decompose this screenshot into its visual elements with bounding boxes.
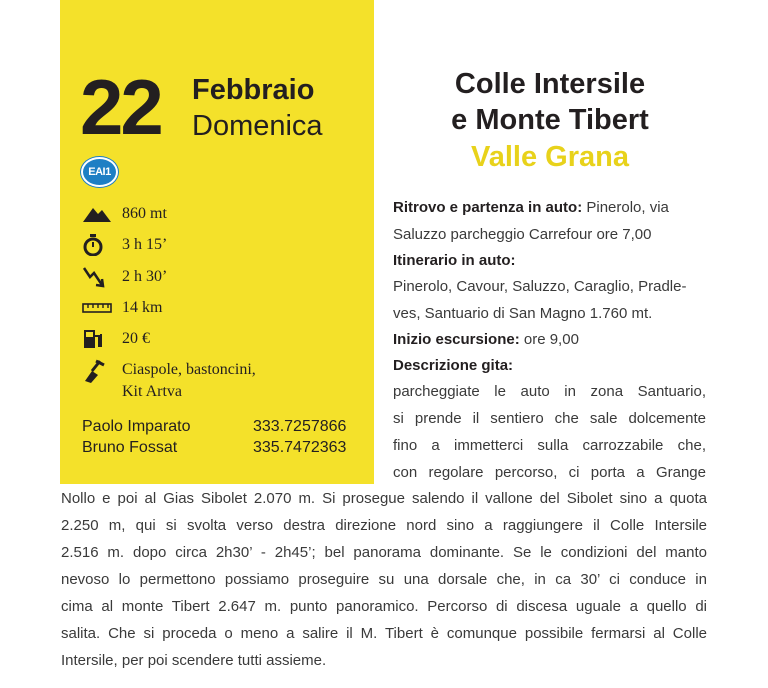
contact-phone: 333.7257866	[253, 418, 347, 435]
distance-icon	[82, 297, 112, 319]
info-descent-time-text: 2 h 30’	[122, 268, 168, 285]
contact-name: Bruno Fossat	[82, 439, 178, 456]
meeting-point-text: Pinerolo, via	[582, 199, 669, 216]
mountain-icon	[82, 203, 112, 225]
info-elevation	[82, 203, 167, 225]
description-line: con regolare percorso, ci porta a Grange	[393, 464, 706, 481]
description-line: 2.250 m, qui si svolta verso destra direzione nord sino a raggiungere il Colle Intersile	[61, 517, 707, 534]
meeting-point-label: Ritrovo e partenza in auto:	[393, 199, 583, 216]
itinerary-label: Itinerario in auto:	[393, 252, 516, 269]
description-line: parcheggiate le auto in zona Santuario,	[393, 383, 706, 400]
meeting-point	[393, 198, 669, 218]
info-equipment	[82, 359, 256, 400]
event-month: Febbraio	[192, 74, 315, 106]
description-line: si prende il sentiero che sale dolcemente	[393, 410, 706, 427]
itinerary-text-2: ves, Santuario di San Magno 1.760 mt.	[393, 305, 653, 322]
difficulty-badge: EAI1	[81, 157, 118, 187]
info-equipment-text-2: Kit Artva	[122, 383, 182, 400]
info-total-time	[82, 234, 168, 256]
info-distance	[82, 297, 163, 319]
info-equipment-text: Ciaspole, bastoncini,	[122, 361, 256, 378]
info-distance-text: 14 km	[122, 299, 163, 316]
meeting-point-text-2: Saluzzo parcheggio Carrefour ore 7,00	[393, 226, 652, 243]
page-title-line1: Colle Intersile	[454, 68, 646, 100]
descent-icon	[82, 266, 112, 288]
event-day: 22	[80, 63, 161, 151]
info-cost-text: 20 €	[122, 330, 150, 347]
description-line: 2.516 m. dopo circa 2h30’ - 2h45’; bel panorama dominante. Se le condizioni del manto	[61, 544, 707, 561]
description-line: nevoso lo permettono possiamo proseguire su una dorsale che, in ca 30’ ci conduce in	[61, 571, 707, 588]
itinerary-text-1: Pinerolo, Cavour, Saluzzo, Caraglio, Pradle-	[393, 278, 687, 295]
page-subtitle: Valle Grana	[471, 141, 629, 173]
equipment-icon	[82, 359, 112, 381]
start-time-text: ore 9,00	[519, 331, 579, 348]
contact-name: Paolo Imparato	[82, 418, 191, 435]
start-time	[393, 330, 579, 350]
stopwatch-icon	[82, 234, 112, 256]
description-line: salita. Che si proceda o meno a salire il M. Tibert è comunque possibile fermarsi al Colle	[61, 625, 707, 642]
start-time-label: Inizio escursione:	[393, 331, 520, 348]
info-descent-time	[82, 266, 168, 288]
info-cost	[82, 328, 150, 350]
description-line: Intersile, per poi scendere tutti assieme.	[61, 652, 327, 669]
description-label: Descrizione gita:	[393, 357, 514, 374]
page-title-line2: e Monte Tibert	[451, 104, 649, 136]
contact-phone: 335.7472363	[253, 439, 347, 456]
info-elevation-text: 860 mt	[122, 205, 167, 222]
description-line: cima al monte Tibert 2.647 m. punto panoramico. Percorso di discesa uguale a quello di	[61, 598, 707, 615]
fuel-icon	[82, 328, 112, 350]
info-total-time-text: 3 h 15’	[122, 236, 168, 253]
event-weekday: Domenica	[192, 110, 323, 142]
description-line: Nollo e poi al Gias Sibolet 2.070 m. Si prosegue salendo il vallone del Sibolet sino a quota	[61, 490, 707, 507]
description-line: fino a immetterci sulla carrozzabile che,	[393, 437, 706, 454]
